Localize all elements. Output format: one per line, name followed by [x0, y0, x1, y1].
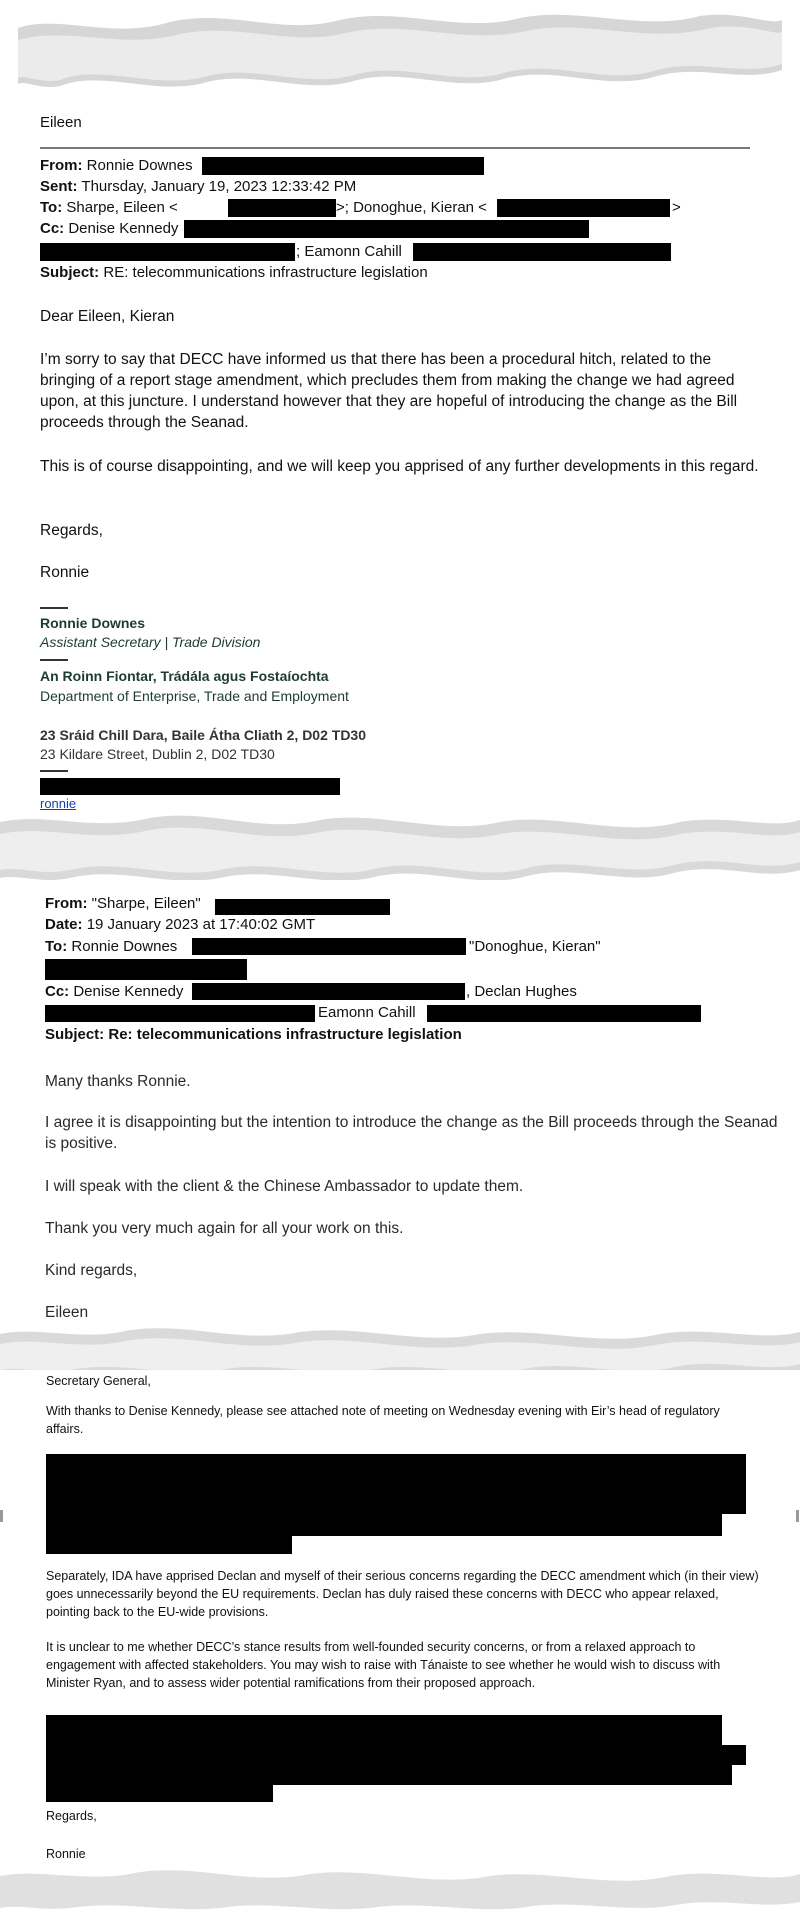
salutation-top: Eileen	[40, 114, 82, 131]
to-value-b: >; Donoghue, Kieran <	[336, 199, 487, 216]
cc-value-a: Denise Kennedy	[68, 220, 179, 237]
subject-label: Subject:	[40, 264, 100, 281]
redaction	[215, 899, 390, 915]
signature-name: Ronnie Downes	[40, 615, 146, 631]
memo-paragraph: With thanks to Denise Kennedy, please see attached note of meeting on Wednesday evening with Eir’s head of regulatory affairs.	[46, 1404, 720, 1436]
signoff: Eileen	[45, 1304, 89, 1321]
redaction-block	[46, 1745, 746, 1765]
to-value-a: Ronnie Downes	[71, 938, 178, 955]
torn-edge-divider	[0, 808, 800, 888]
body-line: Thank you very much again for all your work on this.	[45, 1220, 404, 1237]
redaction	[45, 959, 247, 980]
sent-value: Thursday, January 19, 2023 12:33:42 PM	[81, 178, 357, 195]
closing: Kind regards,	[45, 1262, 138, 1279]
cc-label: Cc:	[45, 983, 70, 1000]
body-paragraph: I’m sorry to say that DECC have informed us that there has been a procedural hitch, related to the bringing of a report stage amendment, which precludes them from making the change we had agreed upon, at this juncture. I understand however that they are hopeful of introducing the change as the Bill proceeds through the Seanad.	[40, 351, 738, 431]
memo-margin-mark	[796, 1510, 799, 1522]
to-value-b: "Donoghue, Kieran"	[469, 938, 601, 955]
redaction	[413, 243, 671, 261]
from-line	[40, 156, 193, 176]
email-section-2	[0, 880, 800, 1335]
from-label: From:	[40, 157, 83, 174]
to-line	[45, 937, 177, 957]
cc-line	[40, 219, 178, 239]
memo-greeting: Secretary General,	[46, 1374, 151, 1388]
email-section-1	[0, 0, 800, 830]
subject-label: Subject:	[45, 1026, 105, 1043]
memo-signoff: Ronnie	[46, 1847, 86, 1861]
memo-margin-mark	[0, 1510, 3, 1522]
cc-line	[45, 982, 183, 1002]
signature-title: Assistant Secretary | Trade Division	[40, 634, 261, 650]
redaction-block	[46, 1715, 722, 1745]
cc-value-a: Denise Kennedy	[73, 983, 184, 1000]
subject-line	[45, 1025, 462, 1045]
cc-value-b: ; Eamonn Cahill	[296, 243, 402, 260]
header-divider	[40, 147, 750, 149]
date-line	[45, 915, 315, 935]
torn-edge-top	[0, 0, 800, 95]
redaction	[192, 938, 466, 955]
to-value-c: >	[672, 199, 681, 216]
signature-email-link[interactable]: ronnie	[40, 796, 77, 811]
greeting: Dear Eileen, Kieran	[40, 308, 175, 325]
torn-edge-bottom	[0, 1862, 800, 1913]
memo-closing: Regards,	[46, 1809, 97, 1823]
sent-line	[40, 177, 356, 197]
redaction	[228, 199, 336, 217]
from-value: Ronnie Downes	[86, 157, 193, 174]
signature-rule	[40, 770, 68, 772]
cc-label: Cc:	[40, 220, 65, 237]
from-line	[45, 894, 201, 914]
to-value-a: Sharpe, Eileen <	[66, 199, 178, 216]
redaction	[45, 1005, 315, 1022]
redaction	[427, 1005, 701, 1022]
to-label: To:	[45, 938, 68, 955]
signature-dept-irish: An Roinn Fiontar, Trádála agus Fostaíochta	[40, 668, 329, 684]
subject-value: RE: telecommunications infrastructure legislation	[103, 264, 428, 281]
redaction-block	[46, 1765, 732, 1785]
date-label: Date:	[45, 916, 83, 933]
cc-value-b: , Declan Hughes	[466, 983, 577, 1000]
from-value: "Sharpe, Eileen"	[91, 895, 201, 912]
subject-line	[40, 263, 428, 283]
to-line	[40, 198, 178, 218]
redaction-block	[46, 1785, 273, 1802]
from-label: From:	[45, 895, 88, 912]
redaction-block	[46, 1514, 722, 1536]
closing: Regards,	[40, 522, 103, 539]
date-value: 19 January 2023 at 17:40:02 GMT	[86, 916, 316, 933]
redaction	[40, 243, 295, 261]
sent-label: Sent:	[40, 178, 78, 195]
body-line: I will speak with the client & the Chinese Ambassador to update them.	[45, 1178, 524, 1195]
redaction-block	[46, 1454, 746, 1514]
redaction	[202, 157, 484, 175]
body-paragraph: I agree it is disappointing but the intention to introduce the change as the Bill proceeds through the Seanad is positive.	[45, 1114, 778, 1152]
redaction	[184, 220, 589, 238]
signature-rule	[40, 659, 68, 661]
body-line: Many thanks Ronnie.	[45, 1073, 191, 1090]
redaction	[497, 199, 670, 217]
redaction	[40, 778, 340, 795]
signature-dept-english: Department of Enterprise, Trade and Employment	[40, 688, 349, 704]
signoff: Ronnie	[40, 564, 90, 581]
signature-rule	[40, 607, 68, 609]
redaction	[192, 983, 465, 1000]
signature-address-irish: 23 Sráid Chill Dara, Baile Átha Cliath 2, D02 TD30	[40, 727, 366, 743]
redaction-block	[46, 1536, 292, 1554]
signature-address-english: 23 Kildare Street, Dublin 2, D02 TD30	[40, 746, 275, 762]
cc-value-c: Eamonn Cahill	[318, 1004, 416, 1021]
memo-section	[0, 1370, 800, 1890]
memo-paragraph: Separately, IDA have apprised Declan and myself of their serious concerns regarding the DECC amendment which (in their view) goes unnecessarily beyond the EU requirements. Declan has duly raised these concerns with DECC who appear relaxed, pointing back to the EU-wide provisions.	[46, 1569, 759, 1619]
to-label: To:	[40, 199, 63, 216]
subject-value: Re: telecommunications infrastructure legislation	[108, 1026, 462, 1043]
body-paragraph: This is of course disappointing, and we will keep you apprised of any further developments in this regard.	[40, 458, 759, 475]
memo-paragraph: It is unclear to me whether DECC’s stance results from well-founded security concerns, or from a relaxed approach to engagement with affected stakeholders. You may wish to raise with Tánaiste to see whether he would wish to discuss with Minister Ryan, and to assess wider potential ramifications from their proposed approach.	[46, 1640, 721, 1690]
